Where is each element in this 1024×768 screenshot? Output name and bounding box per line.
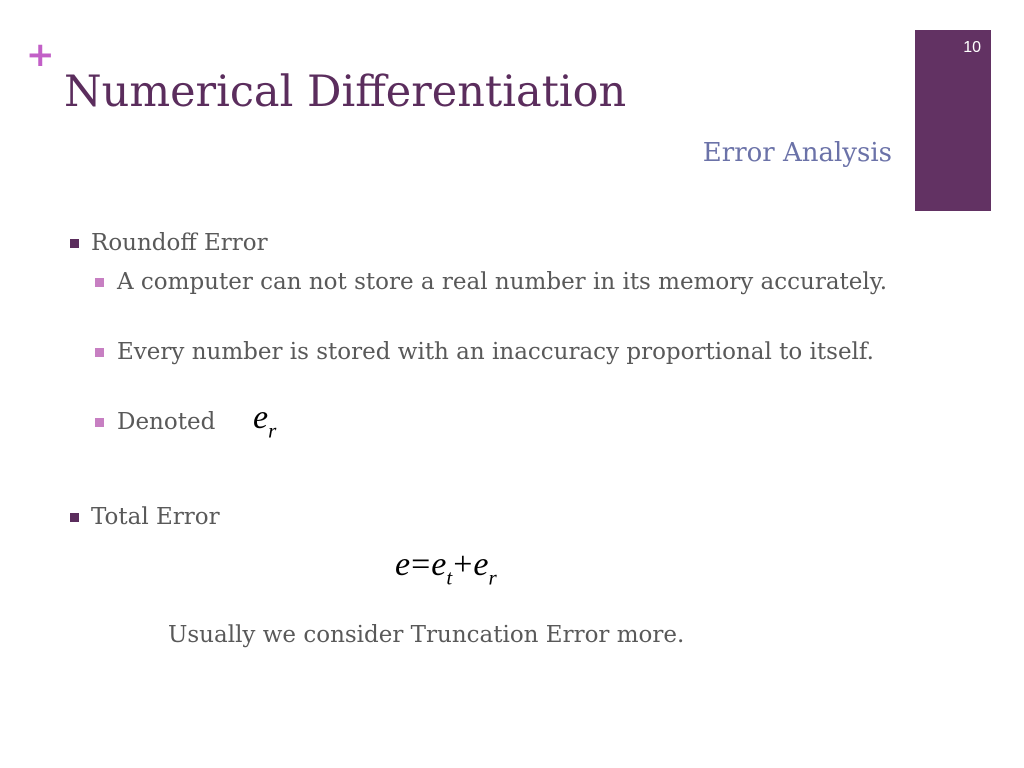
plus-icon: + <box>26 35 55 75</box>
plus-sign: + <box>453 546 473 583</box>
bullet-square-icon <box>95 418 104 427</box>
term1-subscript: t <box>446 565 453 590</box>
sub-bullet-denoted <box>95 407 895 437</box>
sub-bullet-storage <box>95 267 895 297</box>
term2-base: e <box>473 546 489 583</box>
bullet-label: Total Error <box>91 504 220 530</box>
sub-bullet-text: Denoted <box>117 409 216 435</box>
truncation-note: Usually we consider Truncation Error more. <box>168 622 685 648</box>
bullet-square-icon <box>95 348 104 357</box>
roundoff-error-symbol <box>253 398 276 450</box>
symbol-subscript: r <box>268 418 277 443</box>
bullet-label: Roundoff Error <box>91 230 268 256</box>
symbol-base: e <box>253 399 269 436</box>
term2-subscript: r <box>488 565 497 590</box>
term1-base: e <box>431 546 447 583</box>
bullet-square-icon <box>70 513 79 522</box>
bullet-square-icon <box>95 278 104 287</box>
slide-subtitle: Error Analysis <box>702 138 892 168</box>
sub-bullet-text: A computer can not store a real number in its memory accurately. <box>117 269 888 295</box>
slide-title: Numerical Differentiation <box>64 67 627 117</box>
sub-bullet-inaccuracy <box>95 337 895 367</box>
accent-bar <box>915 30 991 211</box>
bullet-square-icon <box>70 239 79 248</box>
total-error-equation <box>395 545 497 597</box>
slide-number: 10 <box>963 39 981 56</box>
sub-bullet-text: Every number is stored with an inaccuracy proportional to itself. <box>117 339 874 365</box>
equals-sign: = <box>411 546 431 583</box>
equation-lhs: e <box>395 546 411 583</box>
